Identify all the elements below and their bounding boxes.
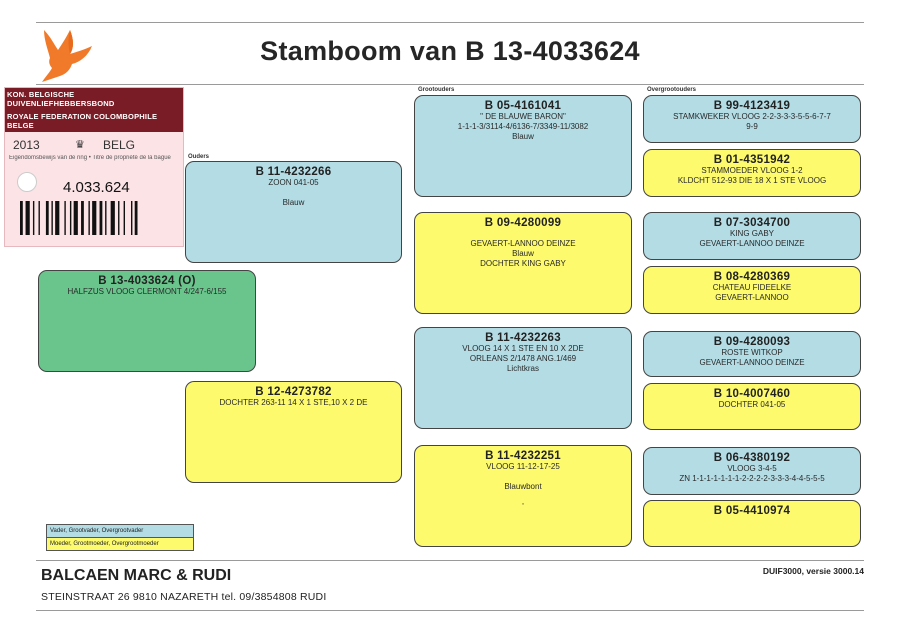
pigeon-card-ggp-5[interactable]: [643, 331, 861, 377]
card-line: Blauwbont: [504, 482, 542, 491]
ring-certificate-stamp: [4, 87, 184, 247]
pigeon-card-grandmother-maternal[interactable]: [414, 445, 632, 547]
label-grootouders: Grootouders: [418, 87, 455, 93]
title-rule: [36, 84, 864, 85]
card-line: GEVAERT-LANNOO: [715, 293, 789, 302]
ring-number: B 01-4351942: [713, 154, 791, 166]
footer-rule-bottom: [36, 610, 864, 611]
pigeon-card-ggp-7[interactable]: [643, 447, 861, 495]
card-line: [415, 472, 631, 482]
ring-number: B 09-4280093: [713, 336, 791, 348]
stamp-country: BELG: [103, 138, 136, 152]
breeder-address: STEINSTRAAT 26 9810 NAZARETH tel. 09/3854808 RUDI: [41, 591, 327, 603]
stamp-year: 2013: [13, 138, 40, 152]
card-line: VLOOG 11-12-17-25: [486, 462, 560, 471]
card-line: GEVAERT-LANNOO DEINZE: [699, 239, 805, 248]
card-line: [415, 492, 631, 502]
card-line: DOCHTER KING GABY: [480, 259, 566, 268]
card-line: ZN 1-1-1-1-1-1-1-2-2-2-2-3-3-3-4-4-5-5-5: [679, 474, 825, 483]
card-line: CHATEAU FIDEELKE: [712, 283, 792, 292]
card-lines: [415, 462, 631, 512]
pigeon-card-ggp-3[interactable]: [643, 212, 861, 260]
stamp-small-text: Eigendomsbewijs van de ring • Titre de propriété de la bague: [9, 155, 171, 161]
card-lines: [644, 112, 860, 132]
punch-hole: [17, 172, 37, 192]
pigeon-card-father[interactable]: [185, 161, 402, 263]
ring-number: B 08-4280369: [713, 271, 791, 283]
card-line: KING GABY: [729, 229, 774, 238]
card-lines: [186, 398, 401, 408]
ring-number: B 07-3034700: [713, 217, 791, 229]
page-title: Stamboom van B 13-4033624: [260, 36, 640, 66]
card-line: HALFZUS VLOOG CLERMONT 4/247-6/155: [67, 287, 227, 296]
card-line: Blauw: [512, 249, 534, 258]
card-lines: [644, 283, 860, 303]
stamp-number: 4.033.624: [63, 179, 130, 196]
stamp-header-2: ROYALE FEDERATION COLOMBOPHILE BELGE: [5, 110, 183, 132]
card-line: " DE BLAUWE BARON": [480, 112, 566, 121]
card-lines: [644, 348, 860, 368]
pigeon-card-ggp-1[interactable]: [643, 95, 861, 143]
card-line: KLDCHT 512-93 DIE 18 X 1 STE VLOOG: [677, 176, 827, 185]
pigeon-card-ggp-8[interactable]: [643, 500, 861, 547]
crown-icon: ♛: [75, 139, 85, 151]
ring-number: B 13-4033624 (O): [98, 275, 196, 287]
card-line: 9-9: [746, 122, 758, 131]
color-legend: [46, 524, 194, 551]
card-line: ORLEANS 2/1478 ANG.1/469: [469, 354, 577, 363]
card-line: VLOOG 14 X 1 STE EN 10 X 2DE: [462, 344, 584, 353]
legend-male: Vader, Grootvader, Overgrootvader: [47, 525, 193, 538]
pigeon-card-ggp-2[interactable]: [643, 149, 861, 197]
ring-number: B 05-4161041: [484, 100, 562, 112]
card-line: Blauw: [282, 198, 305, 207]
card-line: ': [522, 502, 524, 511]
legend-female: Moeder, Grootmoeder, Overgrootmoeder: [47, 538, 193, 550]
card-line: DOCHTER 263-11 14 X 1 STE,10 X 2 DE: [219, 398, 368, 407]
ring-number: B 05-4410974: [713, 505, 791, 517]
label-overgrootouders: Overgrootouders: [647, 87, 697, 93]
ring-number: B 11-4232266: [255, 166, 332, 178]
ring-number: B 06-4380192: [713, 452, 791, 464]
card-lines: [186, 178, 401, 208]
ring-number: B 11-4232263: [485, 332, 561, 344]
pigeon-card-grandfather-paternal[interactable]: [414, 95, 632, 197]
barcode-icon: [20, 201, 170, 235]
card-lines: [39, 287, 255, 297]
card-line: Blauw: [512, 132, 534, 141]
ring-number: B 09-4280099: [484, 217, 562, 229]
card-line: [415, 229, 631, 239]
pigeon-card-subject[interactable]: [38, 270, 256, 372]
software-version: DUIF3000, versie 3000.14: [762, 566, 864, 576]
pigeon-card-grandfather-maternal[interactable]: [414, 327, 632, 429]
breeder-name: BALCAEN MARC & RUDI: [41, 567, 232, 584]
card-lines: [415, 229, 631, 269]
ring-number: B 11-4232251: [485, 450, 561, 462]
card-line: [186, 188, 401, 198]
pigeon-card-grandmother-paternal[interactable]: [414, 212, 632, 314]
card-lines: [415, 344, 631, 374]
card-line: STAMKWEKER VLOOG 2-2-3-3-3-5-5-6-7-7: [673, 112, 831, 121]
card-line: ZOON 041-05: [268, 178, 319, 187]
pigeon-card-mother[interactable]: [185, 381, 402, 483]
card-lines: [415, 112, 631, 142]
card-line: Lichtkras: [506, 364, 539, 373]
ring-number: B 10-4007460: [713, 388, 791, 400]
card-line: 1-1-1-3/3114-4/6136-7/3349-11/3082: [457, 122, 589, 131]
card-line: ROSTE WITKOP: [721, 348, 783, 357]
card-line: GEVAERT-LANNOO DEINZE: [699, 358, 805, 367]
label-ouders: Ouders: [188, 154, 210, 160]
ring-number: B 99-4123419: [713, 100, 791, 112]
card-lines: [644, 400, 860, 410]
stamp-header-1: KON. BELGISCHE DUIVENLIEFHEBBERSBOND: [5, 88, 183, 110]
pigeon-card-ggp-4[interactable]: [643, 266, 861, 314]
top-rule: [36, 22, 864, 23]
card-lines: [644, 464, 860, 484]
footer-rule-top: [36, 560, 864, 561]
card-line: DOCHTER 041-05: [718, 400, 786, 409]
pigeon-card-ggp-6[interactable]: [643, 383, 861, 430]
card-line: VLOOG 3-4-5: [727, 464, 777, 473]
card-line: STAMMOEDER VLOOG 1-2: [701, 166, 803, 175]
card-line: GEVAERT-LANNOO DEINZE: [470, 239, 576, 248]
card-lines: [644, 166, 860, 186]
ring-number: B 12-4273782: [255, 386, 332, 398]
card-lines: [644, 229, 860, 249]
